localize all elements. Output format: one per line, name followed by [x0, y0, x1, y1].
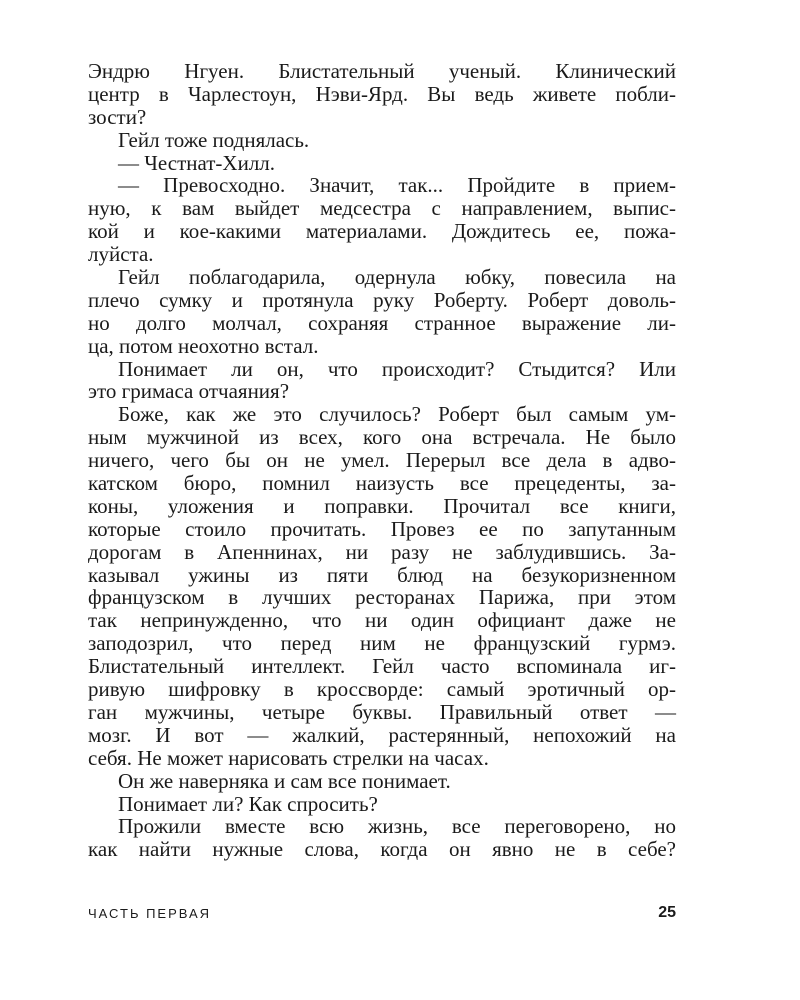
body-text — [88, 60, 676, 861]
running-head: ЧАСТЬ ПЕРВАЯ — [88, 906, 212, 921]
text-line: Прожили вместе всю жизнь, все переговорено, но — [118, 814, 676, 839]
text-line: которые стоило прочитать. Провез ее по запутанным — [88, 516, 676, 541]
text-line: ную, к вам выйдет медсестра с направлением, выпис- — [88, 196, 676, 221]
text-line: Гейл поблагодарила, одернула юбку, повесила на — [118, 265, 676, 290]
text-line: ным мужчиной из всех, кого она встречала. Не было — [88, 425, 676, 450]
text-line: зости? — [88, 104, 147, 129]
text-line: Блистательный интеллект. Гейл часто вспоминала иг- — [88, 654, 676, 679]
page-body — [88, 60, 676, 861]
text-line: но долго молчал, сохраняя странное выражение ли- — [88, 310, 676, 335]
text-line: ца, потом неохотно встал. — [88, 333, 319, 358]
text-line: центр в Чарлестоун, Нэви-Ярд. Вы ведь живете побли- — [88, 81, 676, 106]
text-line: Эндрю Нгуен. Блистательный ученый. Клинический — [88, 59, 676, 83]
text-line: Понимает ли он, что происходит? Стыдится? Или — [118, 356, 676, 381]
text-line: французском в лучших ресторанах Парижа, при этом — [88, 585, 676, 610]
text-line: луйста. — [88, 242, 154, 267]
text-line: заподозрил, что перед ним не французский гурмэ. — [88, 631, 676, 656]
text-line: плечо сумку и протянула руку Роберту. Роберт доволь- — [88, 287, 676, 312]
text-line: Боже, как же это случилось? Роберт был самым ум- — [118, 402, 676, 427]
text-line: ничего, чего бы он не умел. Перерыл все дела в адво- — [88, 448, 676, 473]
text-line: Гейл тоже поднялась. — [118, 127, 310, 152]
text-line: так непринужденно, что ни один официант даже не — [88, 608, 676, 633]
text-line: — Превосходно. Значит, так... Пройдите в прием- — [118, 173, 676, 198]
text-line: ривую шифровку в кроссворде: самый эротичный ор- — [88, 677, 676, 702]
text-line: мозг. И вот — жалкий, растерянный, непохожий на — [88, 722, 676, 747]
text-line: кой и кое-какими материалами. Дождитесь ее, пожа- — [88, 219, 676, 244]
text-line: казывал ужины из пяти блюд на безукоризненном — [88, 562, 676, 587]
text-line: как найти нужные слова, когда он явно не в себе? — [88, 837, 676, 862]
text-line: коны, уложения и поправки. Прочитал все книги, — [88, 493, 676, 518]
text-line: это гримаса отчаяния? — [88, 379, 290, 404]
text-line: — Честнат-Хилл. — [118, 150, 276, 175]
text-line: катском бюро, помнил наизусть все прецеденты, за- — [88, 471, 676, 496]
text-line: Он же наверняка и сам все понимает. — [118, 768, 451, 793]
text-line: Понимает ли? Как спросить? — [118, 791, 378, 816]
text-line: дорогам в Апеннинах, ни разу не заблудившись. За- — [88, 539, 676, 564]
text-line: ган мужчины, четыре буквы. Правильный ответ — — [88, 699, 676, 724]
page-number: 25 — [658, 904, 676, 921]
text-line: себя. Не может нарисовать стрелки на часах. — [88, 745, 489, 770]
